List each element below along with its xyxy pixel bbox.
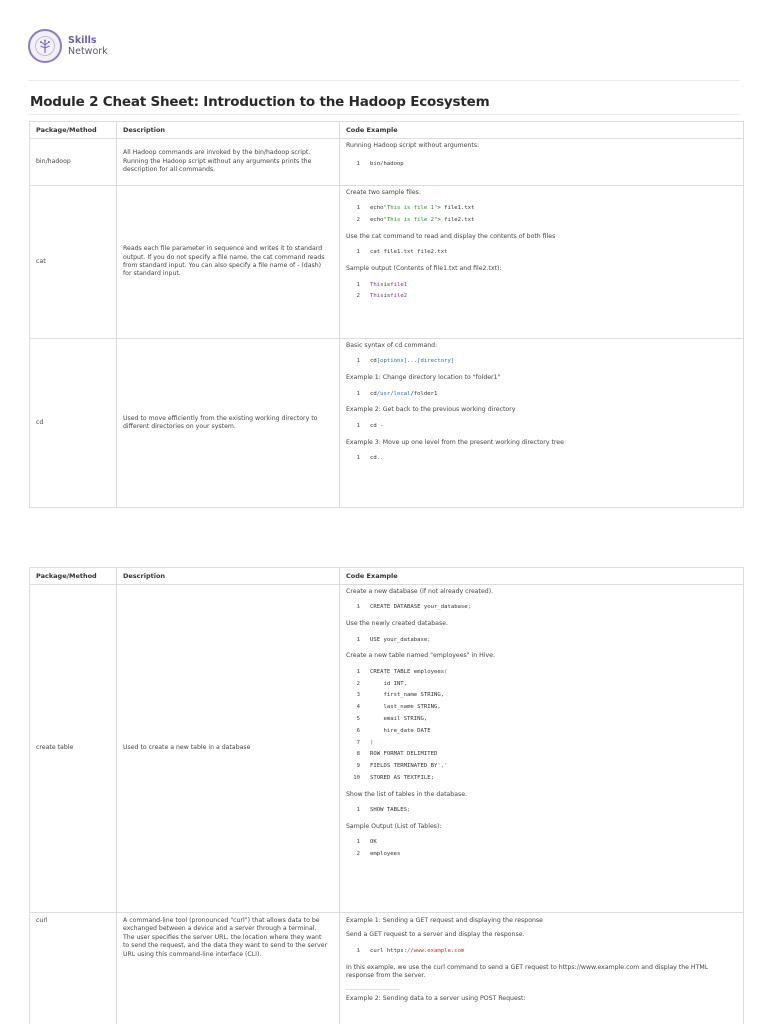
- column-header: Description: [117, 122, 340, 139]
- header: [28, 28, 108, 64]
- code-line[interactable]: 1 cd ..: [356, 455, 384, 462]
- code-line[interactable]: 2 id INT,: [356, 680, 408, 687]
- method-description: [117, 913, 340, 1024]
- code-intro: Example 2: Get back to the previous working directory: [346, 406, 516, 414]
- code-example: [340, 339, 744, 508]
- code-intro: Sample Output (List of Tables):: [346, 822, 442, 830]
- description-line: description for all commands.: [123, 166, 216, 174]
- code-intro: Use the cat command to read and display the contents of both files: [346, 233, 556, 240]
- column-header: Package/Method: [30, 122, 117, 139]
- code-line[interactable]: 1 cd [options] ... [directory]: [356, 358, 455, 365]
- description-line: Reads each file parameter in sequence and writes it to standard: [123, 245, 323, 253]
- code-line[interactable]: 1 This is file 1: [356, 281, 408, 288]
- description-line: URL using this command-line interface (CLI).: [123, 950, 262, 958]
- code-intro: Example 3: Move up one level from the present working directory tree: [346, 438, 564, 446]
- method-description: [117, 339, 340, 508]
- code-line[interactable]: 2 echo "This is file 2" > file2.txt: [356, 217, 475, 224]
- code-line[interactable]: 1 USE your_database ;: [356, 636, 431, 643]
- description-line: Running the Hadoop script without any arguments prints the: [123, 157, 312, 165]
- code-intro: Example 2: Sending data to a server using POST Request:: [346, 994, 526, 1002]
- method-name: create table: [30, 585, 117, 913]
- description-line: from standard input. You can also specify a file name of - (dash): [123, 262, 322, 269]
- code-line[interactable]: 1 OK: [356, 839, 377, 846]
- code-line[interactable]: 2 employees: [356, 851, 401, 858]
- table-row: [30, 139, 744, 186]
- code-example: [340, 139, 744, 186]
- cheat-sheet-table-1: [29, 121, 744, 508]
- code-line[interactable]: 7 ): [356, 739, 374, 746]
- code-intro: Create a new database (if not already created).: [346, 588, 494, 595]
- code-line[interactable]: 5 email STRING,: [356, 716, 428, 722]
- code-example: [340, 585, 744, 913]
- code-intro: Create a new table named "employees" in Hive.: [346, 652, 495, 660]
- tree-icon: [34, 35, 56, 57]
- description-line: output. If you do not specify a file name, the cat command reads: [123, 253, 325, 261]
- column-header: Code Example: [340, 122, 744, 139]
- code-line[interactable]: 1 cat file1.txt file2.txt: [356, 249, 448, 256]
- method-name: curl: [30, 913, 117, 1024]
- code-intro: Create two sample files.: [346, 189, 421, 196]
- separator-text: ------------------------: [346, 986, 400, 994]
- table-row: [30, 186, 744, 339]
- description-line: A command-line tool (pronounced "curl") that allows data to be: [123, 917, 320, 924]
- divider: [28, 114, 740, 115]
- cheat-sheet-table-2: [29, 567, 744, 1024]
- code-line[interactable]: 1 bin/hadoop: [356, 161, 404, 168]
- table-header-row: [30, 122, 744, 139]
- code-intro: Use the newly created database.: [346, 620, 448, 628]
- code-intro: Send a GET request to a server and display the response.: [346, 931, 525, 939]
- code-line[interactable]: 1 CREATE TABLE employees (: [356, 668, 448, 675]
- method-name: cat: [30, 186, 117, 339]
- code-line[interactable]: 4 last_name STRING,: [356, 704, 441, 711]
- description-line: All Hadoop commands are invoked by the bin/hadoop script.: [123, 149, 311, 157]
- code-intro: Example 1: Sending a GET request and displaying the response: [346, 917, 543, 924]
- description-line: Used to create a new table in a database: [123, 744, 251, 752]
- description-line: different directories on your system.: [123, 423, 236, 430]
- code-intro: Basic syntax of cd command:: [346, 342, 438, 349]
- code-intro: Show the list of tables in the database.: [346, 790, 468, 798]
- description-line: to send the request, and the data they want to send to the server: [123, 942, 328, 950]
- code-example: [340, 913, 744, 1024]
- code-line[interactable]: 1 echo "This is file 1" > file1.txt: [356, 205, 475, 212]
- method-description: [117, 139, 340, 186]
- brand-line2: Network: [68, 46, 108, 57]
- code-line[interactable]: 8 ROW FORMAT DELIMITED: [356, 751, 438, 758]
- code-line[interactable]: 1 SHOW TABLES ;: [356, 807, 411, 814]
- method-description: [117, 186, 340, 339]
- brand-text: [68, 35, 108, 57]
- code-intro: Example 1: Change directory location to "folder1": [346, 374, 501, 382]
- code-line[interactable]: 1 cd -: [356, 422, 384, 429]
- code-line[interactable]: 1 cd /usr/ local /folder1: [356, 390, 438, 397]
- code-line[interactable]: 6 hire_date DATE: [356, 727, 431, 734]
- table-row: [30, 585, 744, 913]
- table-row: [30, 339, 744, 508]
- divider: [28, 80, 740, 81]
- skills-network-logo[interactable]: [28, 29, 62, 63]
- code-line[interactable]: 9 FIELDS TERMINATED BY ',': [356, 763, 448, 770]
- method-name: bin/hadoop: [30, 139, 117, 186]
- table-header-row: [30, 568, 744, 585]
- brand-line1: Skills: [68, 35, 97, 46]
- code-line[interactable]: 10 STORED AS TEXTFILE;: [353, 774, 434, 781]
- description-line: The user specifies the server URL, the location where they want: [123, 933, 322, 941]
- page-title: Module 2 Cheat Sheet: Introduction to the Hadoop Ecosystem: [30, 94, 490, 110]
- code-line[interactable]: 3 first_name STRING,: [356, 692, 445, 699]
- code-example: [340, 186, 744, 339]
- method-name: cd: [30, 339, 117, 508]
- code-line[interactable]: 1 CREATE DATABASE your_database ;: [356, 604, 472, 611]
- description-line: exchanged between a device and a server through a terminal.: [123, 925, 317, 933]
- code-intro: response from the server.: [346, 972, 426, 980]
- description-line: Used to move efficiently from the existing working directory to: [123, 414, 318, 422]
- code-intro: Running Hadoop script without arguments:: [346, 142, 480, 149]
- description-line: for standard input.: [123, 270, 181, 278]
- method-description: [117, 585, 340, 913]
- code-line[interactable]: 2 This is file 2: [356, 293, 408, 300]
- column-header: Code Example: [340, 568, 744, 585]
- column-header: Description: [117, 568, 340, 585]
- table-row: [30, 913, 744, 1024]
- code-intro: Sample output (Contents of file1.txt and file2.txt):: [346, 265, 502, 273]
- column-header: Package/Method: [30, 568, 117, 585]
- code-line[interactable]: 1 curl https: //www.example.com: [356, 947, 465, 954]
- code-intro: In this example, we use the curl command to send a GET request to https://www.example.com and display the HTML: [346, 963, 709, 971]
